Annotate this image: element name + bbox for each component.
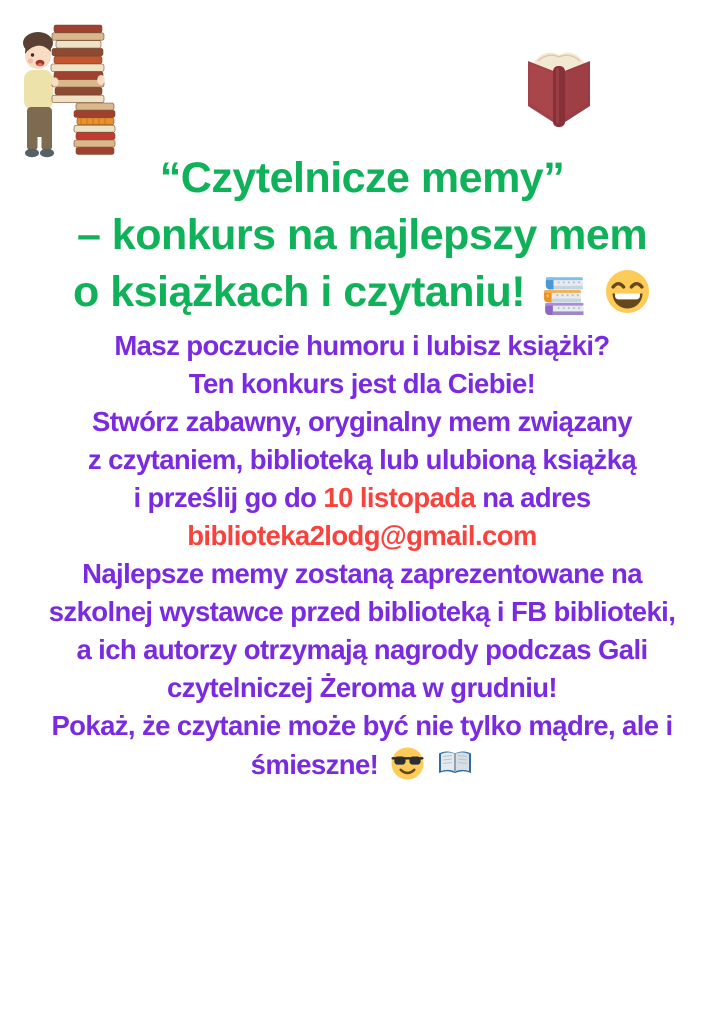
poster-title bbox=[0, 150, 724, 321]
intro-line-2: Ten konkurs jest dla Ciebie! bbox=[188, 368, 536, 399]
boy-carrying-books-illustration bbox=[21, 24, 116, 161]
results-line-4: czytelniczej Żeroma w grudniu! bbox=[167, 672, 557, 703]
title-line-3 bbox=[0, 264, 724, 321]
task-line-1: Stwórz zabawny, oryginalny mem związany bbox=[92, 406, 632, 437]
results-line-2: szkolnej wystawce przed biblioteką i FB biblioteki, bbox=[48, 596, 676, 627]
contact-email: biblioteka2lodg@gmail.com bbox=[187, 520, 537, 551]
outro-line-2-text: śmieszne! bbox=[250, 749, 379, 780]
books-emoji bbox=[542, 269, 588, 315]
task-line-2: z czytaniem, biblioteką lub ulubioną książką bbox=[87, 444, 637, 475]
deadline-date: 10 listopada bbox=[323, 482, 476, 513]
task-line-3 bbox=[0, 479, 724, 517]
results-line-3: a ich autorzy otrzymają nagrody podczas Gali bbox=[76, 634, 648, 665]
sunglasses-face-emoji bbox=[390, 746, 425, 781]
task-line-3-pre: i prześlij go do bbox=[133, 482, 324, 513]
outro-line-1: Pokaż, że czytanie może być nie tylko mądre, ale i bbox=[51, 710, 673, 741]
open-red-book-illustration bbox=[518, 44, 600, 130]
poster-body bbox=[0, 327, 724, 784]
results-line-1: Najlepsze memy zostaną zaprezentowane na bbox=[82, 558, 642, 589]
grinning-face-emoji bbox=[604, 268, 651, 315]
outro-line-2 bbox=[0, 745, 724, 784]
title-line-3-text: o książkach i czytaniu! bbox=[72, 268, 526, 316]
intro-line-1: Masz poczucie humoru i lubisz książki? bbox=[114, 330, 610, 361]
title-line-2: – konkurs na najlepszy mem bbox=[76, 211, 648, 259]
title-line-1: “Czytelnicze memy” bbox=[159, 154, 565, 202]
open-book-emoji bbox=[437, 745, 473, 781]
task-line-3-post: na adres bbox=[475, 482, 591, 513]
